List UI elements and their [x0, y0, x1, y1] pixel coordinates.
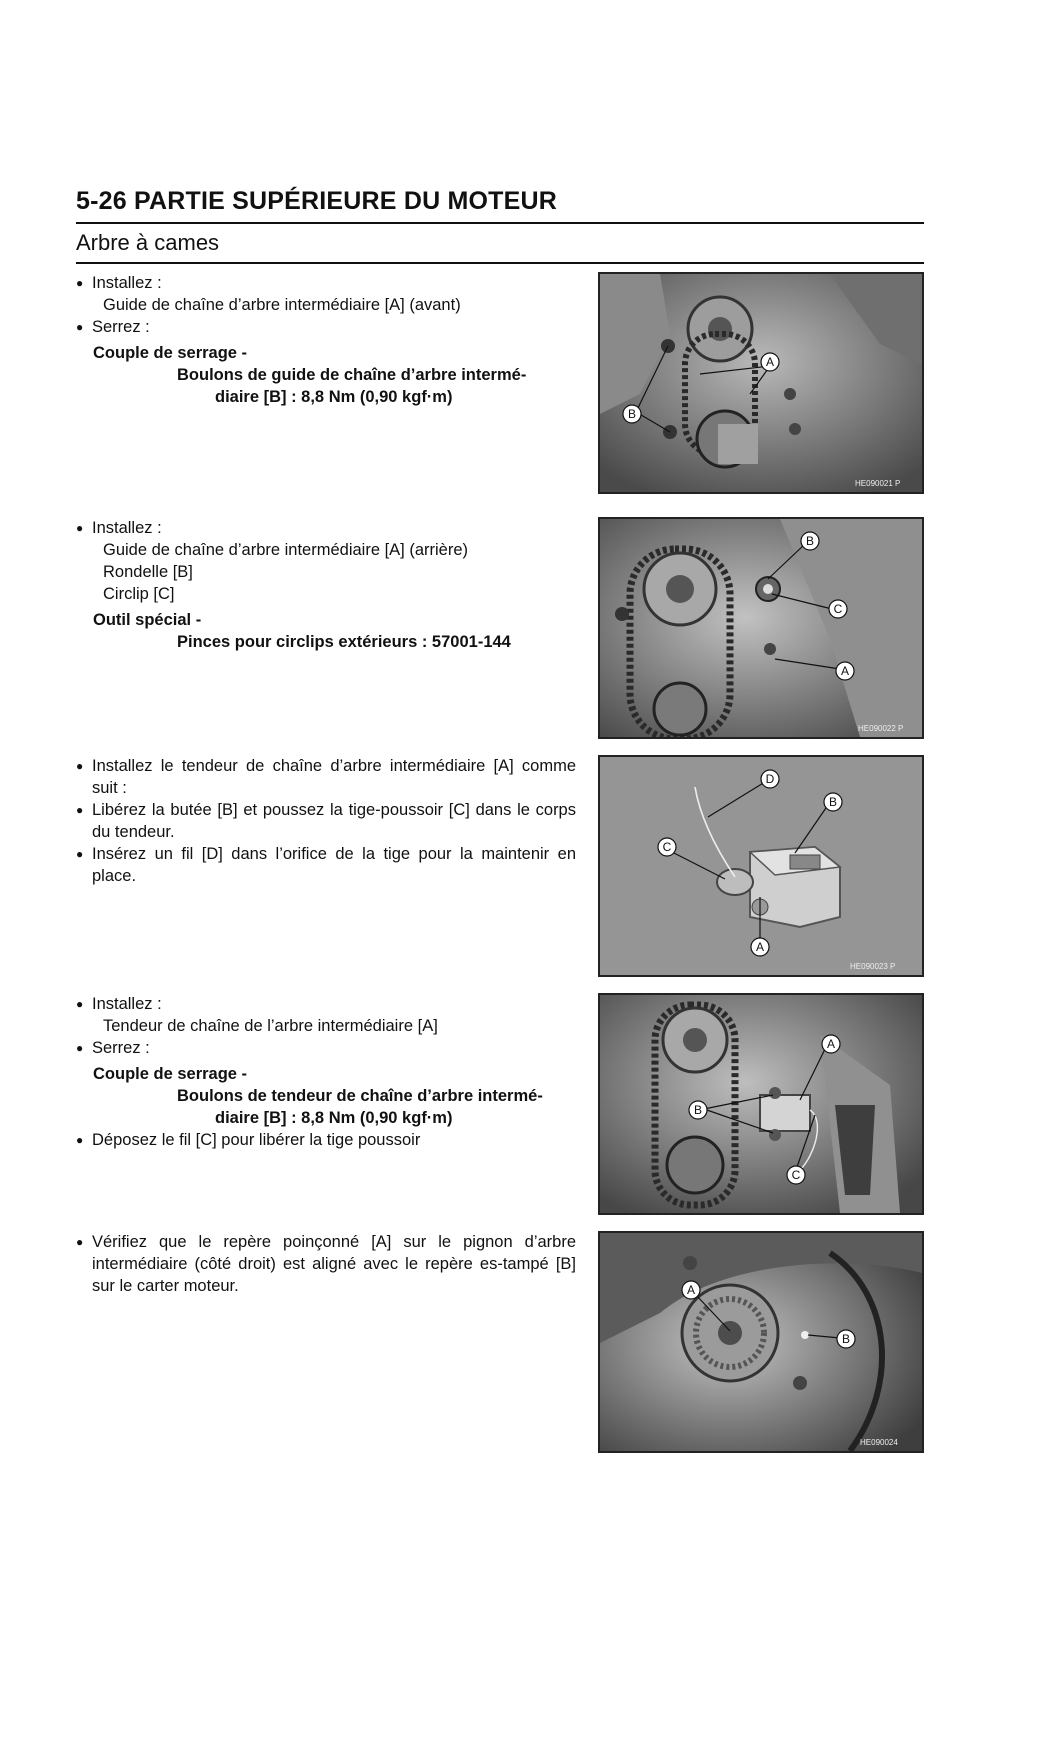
callout-b: B — [627, 407, 637, 421]
callout-d: D — [765, 772, 775, 786]
tool-value: Pinces pour circlips extérieurs : 57001-144 — [177, 633, 511, 651]
sub-item: Rondelle [B] — [103, 563, 193, 581]
torque-value-cont: diaire [B] : 8,8 Nm (0,90 kgf·m) — [215, 388, 453, 406]
bullet-item: ● Installez le tendeur de chaîne d’arbre intermédiaire [A] comme suit : — [76, 757, 576, 797]
torque-value: Boulons de tendeur de chaîne d’arbre intermé- — [177, 1087, 543, 1105]
figure-code: HE090021 P — [855, 479, 901, 488]
section-title: Arbre à cames — [76, 224, 924, 264]
figure-4-engine-photo — [598, 993, 924, 1215]
torque-value: Boulons de guide de chaîne d’arbre intermé- — [177, 366, 527, 384]
bullet-dot-icon: ● — [76, 521, 84, 535]
callout-b: B — [693, 1103, 703, 1117]
bullet-dot-icon: ● — [76, 320, 84, 334]
step-2-text — [76, 517, 576, 653]
torque-label: Couple de serrage - — [93, 1065, 248, 1083]
page-title: 5-26 PARTIE SUPÉRIEURE DU MOTEUR — [76, 186, 924, 224]
step-1-text — [76, 272, 576, 408]
bullet-dot-icon: ● — [76, 847, 84, 861]
figure-2-engine-photo — [598, 517, 924, 739]
sub-item: Circlip [C] — [103, 585, 175, 603]
figure-1-engine-photo — [598, 272, 924, 494]
bullet-item: ● Vérifiez que le repère poinçonné [A] sur le pignon d’arbre intermédiaire (côté droit) est aligné avec le repère es-tampé [B] sur le carter moteur. — [76, 1233, 576, 1295]
callout-a: A — [686, 1283, 696, 1297]
figure-5-sprocket-photo — [598, 1231, 924, 1453]
callout-c: C — [833, 602, 843, 616]
step-4-text — [76, 993, 576, 1151]
callout-c: C — [662, 840, 672, 854]
bullet-item: ● Installez : — [76, 274, 162, 292]
step-5-text — [76, 1231, 576, 1297]
bullet-item: ● Insérez un fil [D] dans l’orifice de la tige pour la maintenir en place. — [76, 845, 576, 885]
callout-c: C — [791, 1168, 801, 1182]
figure-code: HE090022 P — [858, 724, 904, 733]
callout-a: A — [840, 664, 850, 678]
sub-item: Guide de chaîne d’arbre intermédiaire [A] (arrière) — [103, 541, 469, 559]
callout-a: A — [755, 940, 765, 954]
bullet-dot-icon: ● — [76, 276, 84, 290]
bullet-item: ● Serrez : — [76, 1039, 150, 1057]
callout-a: A — [765, 355, 775, 369]
callout-a: A — [826, 1037, 836, 1051]
bullet-item: ● Serrez : — [76, 318, 150, 336]
bullet-dot-icon: ● — [76, 997, 84, 1011]
bullet-item: ● Déposez le fil [C] pour libérer la tige poussoir — [76, 1131, 421, 1149]
tool-label: Outil spécial - — [93, 611, 202, 629]
bullet-item: ● Installez : — [76, 519, 162, 537]
bullet-dot-icon: ● — [76, 1235, 84, 1249]
torque-value-cont: diaire [B] : 8,8 Nm (0,90 kgf·m) — [215, 1109, 453, 1127]
figure-code: HE090024 — [860, 1438, 898, 1447]
step-3-text — [76, 755, 576, 887]
callout-b: B — [805, 534, 815, 548]
bullet-dot-icon: ● — [76, 759, 84, 773]
figure-3-tensioner-photo — [598, 755, 924, 977]
callout-b: B — [841, 1332, 851, 1346]
bullet-dot-icon: ● — [76, 1041, 84, 1055]
page-header — [76, 186, 924, 264]
sub-item: Tendeur de chaîne de l’arbre intermédiaire [A] — [103, 1017, 438, 1035]
callout-b: B — [828, 795, 838, 809]
sub-item: Guide de chaîne d’arbre intermédiaire [A] (avant) — [103, 296, 461, 314]
bullet-dot-icon: ● — [76, 1133, 84, 1147]
bullet-item: ● Installez : — [76, 995, 162, 1013]
figure-code: HE090023 P — [850, 962, 896, 971]
bullet-item: ● Libérez la butée [B] et poussez la tige-poussoir [C] dans le corps du tendeur. — [76, 801, 576, 841]
torque-label: Couple de serrage - — [93, 344, 248, 362]
bullet-dot-icon: ● — [76, 803, 84, 817]
